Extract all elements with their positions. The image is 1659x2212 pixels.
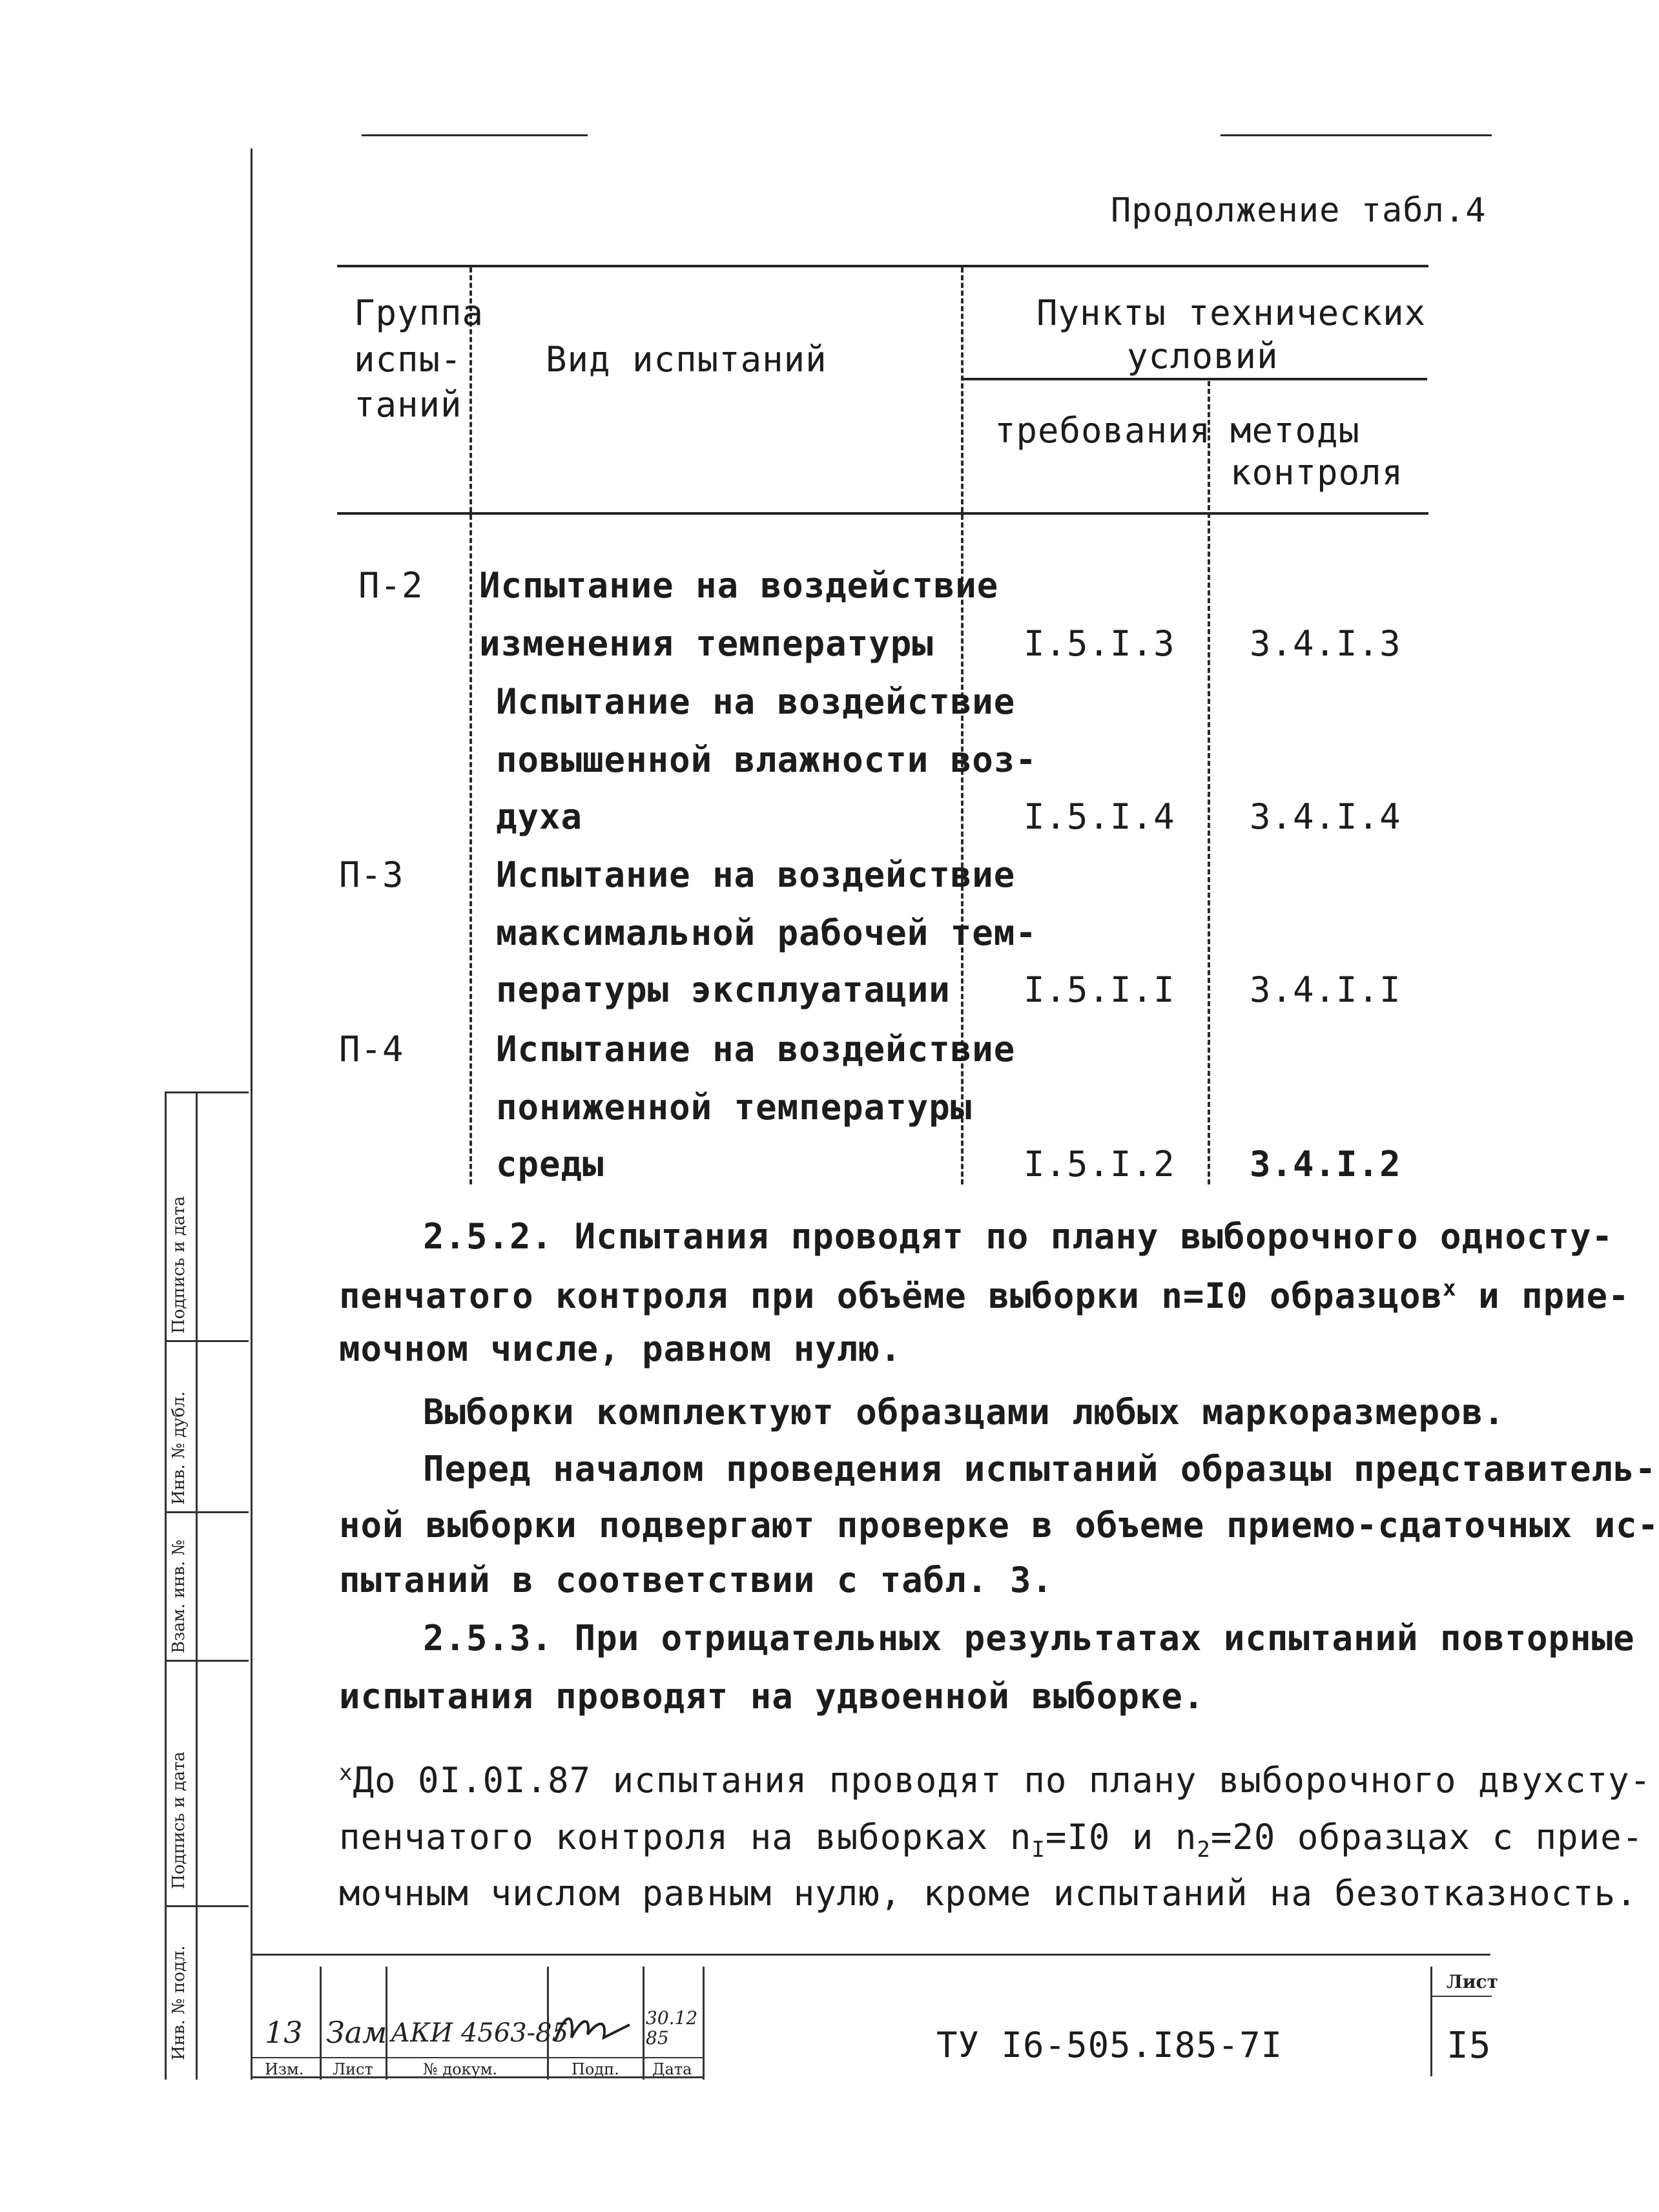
row-group: П-3 [339, 854, 404, 895]
side-stamp-row-line [165, 1340, 249, 1342]
row-group: П-2 [358, 565, 424, 606]
top-rule-right [1221, 134, 1492, 136]
header-requirements: требования [994, 410, 1211, 451]
sheet-number: I5 [1447, 2025, 1492, 2067]
top-rule-left [362, 134, 588, 136]
row-requirement: I.5.I.I [1024, 969, 1175, 1010]
footnote-line1-text: До 0I.0I.87 испытания проводят по плану выборочного двухсту- [353, 1760, 1652, 1801]
stamp-hand-sheet: Зам [326, 2015, 387, 2050]
footnote-line3: мочным числом равным нулю, кроме испытаний на безотказность. [339, 1873, 1638, 1914]
side-stamp-row-line [165, 1511, 249, 1513]
row-method: 3.4.I.I [1250, 969, 1401, 1010]
row-test-line: Испытание на воздействие [479, 565, 999, 606]
header-test-type: Вид испытаний [546, 339, 827, 380]
paragraph-prep-line2: ной выборки подвергают проверке в объеме приемо-сдаточных ис- [339, 1505, 1659, 1545]
header-tech-points-line1: Пункты технических [1036, 293, 1427, 333]
stamp-top-line [251, 1954, 1490, 1956]
sheet-label: Лист [1447, 1971, 1498, 1992]
side-label-sign-date-2: Подпись и дата [169, 1196, 189, 1334]
footnote-line2-a: пенчатого контроля на выборках n [339, 1817, 1032, 1857]
row-requirement: I.5.I.3 [1024, 623, 1175, 664]
row-test-line: максимальной рабочей тем- [496, 913, 1037, 953]
side-stamp-row-line [165, 1905, 249, 1907]
paragraph-samples: Выборки комплектуют образцами любых маркоразмеров. [423, 1392, 1505, 1432]
header-group-line2: испы- [354, 339, 462, 380]
header-split-line [962, 378, 1427, 380]
paragraph-2-5-2-line2-tail: и прие- [1478, 1276, 1630, 1316]
paragraph-2-5-2-line2 [339, 1277, 1630, 1314]
side-label-vzam-inv: Взам. инв. № [169, 1540, 189, 1653]
row-method: 3.4.I.2 [1250, 1144, 1401, 1184]
header-methods-line1: методы [1230, 410, 1361, 451]
row-test-line: духа [496, 796, 583, 837]
row-test-line: среды [496, 1144, 604, 1184]
col-divider-1 [469, 267, 472, 1184]
stamp-col-line [703, 1967, 705, 2080]
row-requirement: I.5.I.4 [1024, 796, 1175, 837]
side-stamp-divider [196, 1091, 198, 2080]
paragraph-2-5-2-line2-text: пенчатого контроля при объёме выборки n=I0 образцов [339, 1276, 1443, 1316]
paragraph-2-5-2-line3: мочном числе, равном нулю. [339, 1328, 902, 1369]
footnote-line2 [339, 1817, 1644, 1863]
sheet-box-mid-line [1430, 1996, 1492, 1997]
table-top-line [337, 265, 1428, 267]
footnote-mark: x [339, 1760, 353, 1786]
side-stamp-row-line [165, 1660, 249, 1662]
row-group: П-4 [339, 1029, 404, 1070]
footnote-sub2: 2 [1197, 1836, 1211, 1863]
footnote-line2-b: =I0 и n [1045, 1817, 1197, 1857]
footnote-sub1: I [1031, 1836, 1046, 1863]
footnote-ref: x [1443, 1276, 1457, 1301]
footnote-line1 [339, 1760, 1652, 1801]
stamp-col-doc: № докум. [423, 2060, 497, 2078]
stamp-hand-doc: АКИ 4563-85 [391, 2018, 569, 2048]
stamp-inner-line [251, 2057, 703, 2058]
row-requirement: I.5.I.2 [1024, 1144, 1175, 1184]
stamp-col-change: Изм. [265, 2060, 304, 2078]
side-label-inv-podl: Инв. № подл. [169, 1945, 189, 2060]
row-test-line: Испытание на воздействие [496, 1029, 1016, 1070]
paragraph-prep-line3: пытаний в соответствии с табл. 3. [339, 1560, 1053, 1600]
row-method: 3.4.I.3 [1250, 623, 1401, 664]
header-tech-points-line2: условий [1127, 336, 1279, 377]
row-test-line: изменения температуры [479, 623, 934, 664]
header-bottom-line [337, 512, 1428, 515]
header-group-line3: таний [354, 384, 462, 425]
stamp-hand-date: 30.12 85 [646, 2007, 698, 2049]
row-method: 3.4.I.4 [1250, 796, 1401, 837]
side-stamp-top-line [165, 1091, 249, 1093]
side-label-inv-dubl: Инв. № дубл. [169, 1391, 189, 1505]
stamp-col-sheet: Лист [333, 2060, 373, 2078]
stamp-col-date: Дата [652, 2060, 692, 2078]
stamp-col-line [643, 1967, 644, 2080]
side-label-sign-date-1: Подпись и дата [169, 1752, 189, 1889]
stamp-col-sign: Подп. [572, 2060, 619, 2078]
sheet-box-left-line [1430, 1967, 1432, 2076]
header-group-line1: Группа [354, 293, 484, 333]
table-caption: Продолжение табл.4 [1111, 191, 1487, 230]
row-test-line: Испытание на воздействие [496, 681, 1016, 722]
row-test-line: Испытание на воздействие [496, 854, 1016, 895]
paragraph-2-5-2-line1: 2.5.2. Испытания проводят по плану выборочного односту- [423, 1216, 1614, 1257]
header-methods-line2: контроля [1230, 452, 1404, 493]
row-test-line: пературы эксплуатации [496, 969, 951, 1010]
row-test-line: пониженной температуры [496, 1087, 973, 1128]
row-test-line: повышенной влажности воз- [496, 739, 1037, 780]
stamp-col-line [320, 1967, 322, 2080]
paragraph-2-5-3-line1: 2.5.3. При отрицательных результатах испытаний повторные [423, 1618, 1635, 1659]
stamp-hand-change: 13 [265, 2015, 303, 2050]
signature-mark [552, 2005, 639, 2051]
paragraph-prep-line1: Перед началом проведения испытаний образцы представитель- [423, 1449, 1657, 1489]
footnote-line2-c: =20 образцах с прие- [1210, 1817, 1644, 1857]
paragraph-2-5-3-line2: испытания проводят на удвоенной выборке. [339, 1676, 1205, 1717]
document-number: ТУ I6-505.I85-7I [936, 2025, 1283, 2065]
col-divider-3 [1208, 381, 1210, 1184]
